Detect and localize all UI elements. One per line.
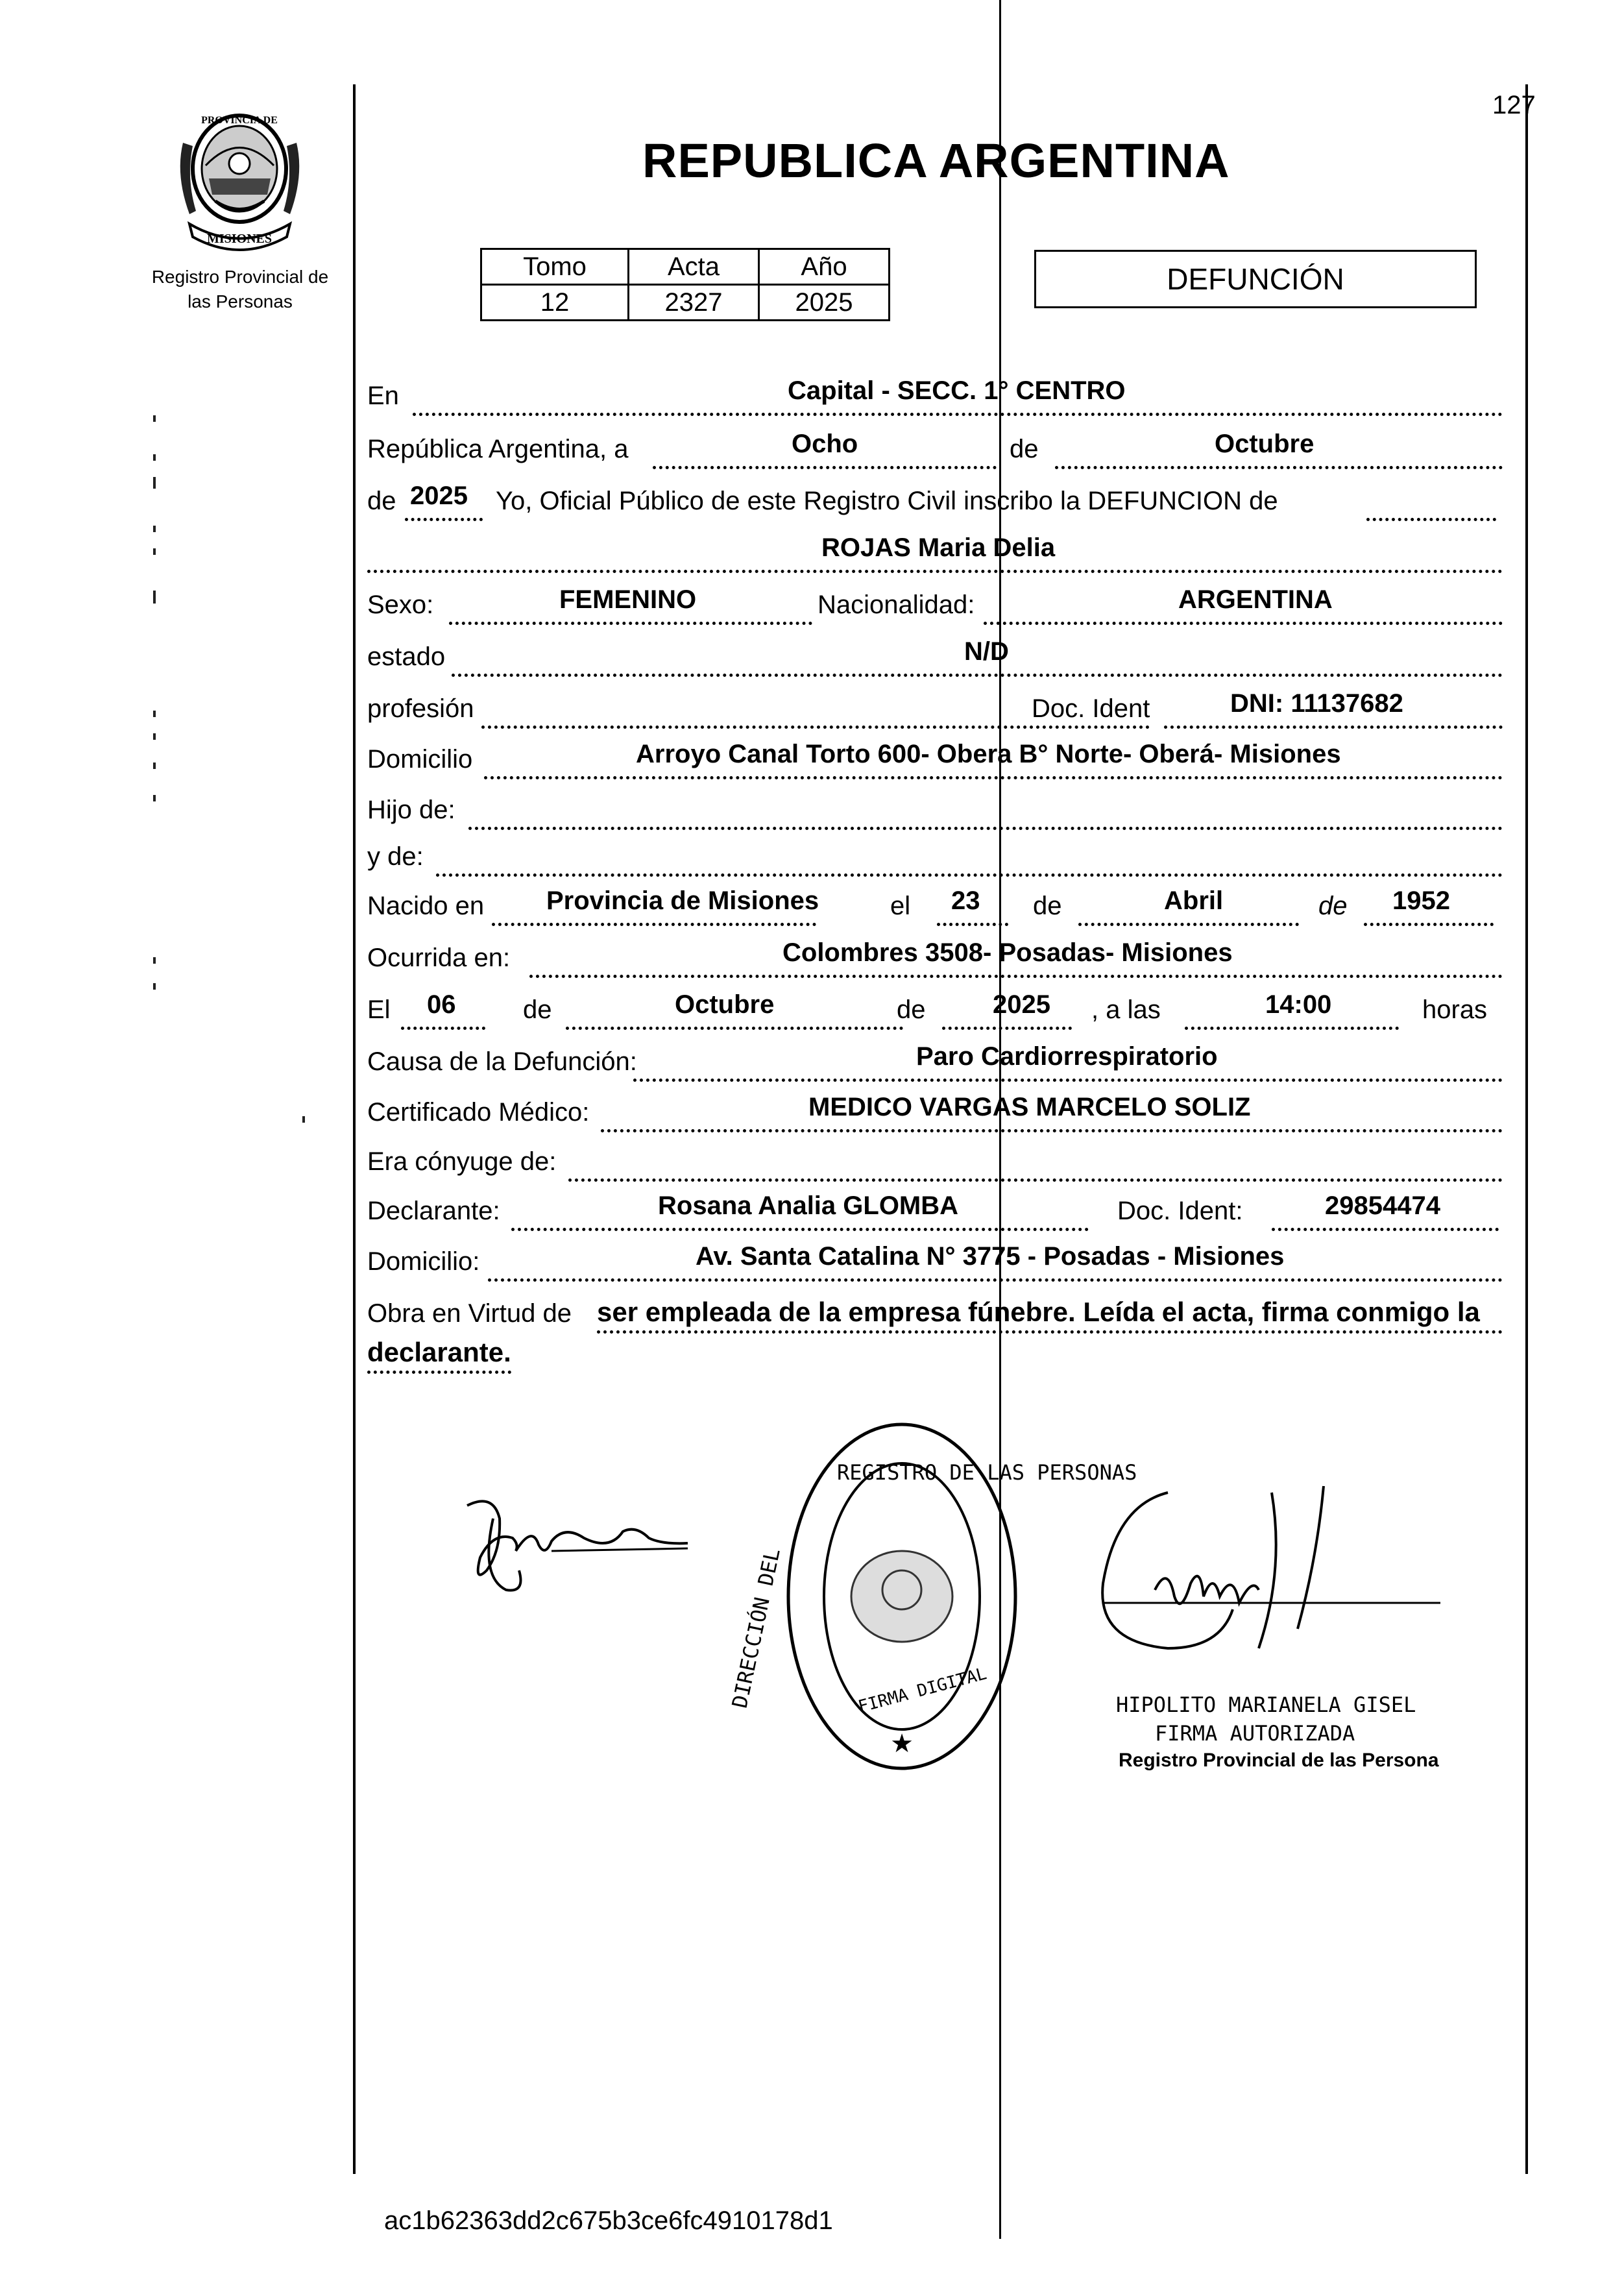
declarant-signature	[454, 1480, 701, 1609]
value-domicilio-2: Av. Santa Catalina N° 3775 - Posadas - Misiones	[696, 1242, 1285, 1271]
right-margin-line	[1525, 84, 1528, 2174]
label-doc-ident: Doc. Ident	[1032, 694, 1150, 723]
value-domicilio: Arroyo Canal Torto 600- Obera B° Norte- Oberá- Misiones	[636, 740, 1341, 768]
value-day-word: Ocho	[792, 430, 858, 458]
tomo-value: 12	[481, 285, 629, 321]
label-hijo: Hijo de:	[367, 796, 455, 824]
seal-left-text: DIRECCIÓN DEL	[727, 1546, 785, 1711]
anio-value: 2025	[759, 285, 890, 321]
value-doc-ident-2: 29854474	[1325, 1191, 1440, 1220]
label-obra: Obra en Virtud de	[367, 1299, 572, 1328]
row-fecha-defuncion	[367, 990, 1503, 1036]
emblem-top-text: PROVINCIA DE	[201, 115, 278, 126]
margin-mark	[153, 957, 156, 964]
row-domicilio-2	[367, 1242, 1503, 1288]
label-nacido: Nacido en	[367, 892, 485, 920]
label-certificado: Certificado Médico:	[367, 1098, 590, 1127]
margin-mark	[302, 1116, 305, 1123]
row-declarante	[367, 1191, 1503, 1237]
margin-mark	[153, 548, 156, 555]
value-nacido-place: Provincia de Misiones	[546, 886, 819, 915]
label-en: En	[367, 382, 399, 410]
record-type: DEFUNCIÓN	[1167, 262, 1344, 296]
row-certificado	[367, 1093, 1503, 1138]
row-sexo	[367, 585, 1503, 631]
label-de3: de	[1033, 892, 1062, 920]
official-signature	[1077, 1480, 1466, 1687]
row-profesion	[367, 689, 1503, 735]
value-death-year: 2025	[993, 990, 1050, 1019]
registry-label: Registro Provincial de las Personas	[151, 267, 329, 311]
row-fecha	[367, 430, 1503, 475]
value-obra-line1: ser empleada de la empresa fúnebre. Leída el acta, firma conmigo la	[597, 1297, 1480, 1327]
value-obra-line2: declarante.	[367, 1337, 511, 1367]
row-hijo	[367, 790, 1503, 836]
value-month-word: Octubre	[1215, 430, 1315, 458]
margin-mark	[153, 415, 156, 422]
row-causa	[367, 1042, 1503, 1088]
row-obra	[367, 1294, 1503, 1367]
signatory-office: Registro Provincial de las Persona	[1119, 1750, 1439, 1771]
row-nacido	[367, 886, 1503, 932]
margin-mark	[153, 711, 156, 717]
value-year: 2025	[410, 482, 468, 510]
row-en	[367, 376, 1503, 422]
margin-mark	[153, 983, 156, 990]
label-de2: de	[367, 487, 396, 515]
value-sexo: FEMENINO	[559, 585, 697, 614]
page-number: 127	[1492, 91, 1536, 119]
value-causa: Paro Cardiorrespiratorio	[916, 1042, 1218, 1071]
value-death-time: 14:00	[1265, 990, 1332, 1019]
signatory-name: HIPOLITO MARIANELA GISEL	[1116, 1692, 1416, 1717]
margin-mark	[153, 591, 156, 604]
value-death-day: 06	[427, 990, 456, 1019]
label-nacionalidad: Nacionalidad:	[818, 591, 975, 619]
label-estado: estado	[367, 642, 446, 671]
label-de4: de	[1318, 892, 1348, 920]
emblem-bottom-text: MISIONES	[206, 232, 273, 246]
coat-of-arms-logo	[170, 104, 309, 253]
anio-header: Año	[759, 249, 890, 285]
deceased-name: ROJAS Maria Delia	[821, 533, 1056, 562]
label-domicilio: Domicilio	[367, 745, 473, 774]
margin-mark	[153, 477, 156, 489]
value-nacionalidad: ARGENTINA	[1178, 585, 1333, 614]
row-conyuge	[367, 1142, 1503, 1188]
label-declarante: Declarante:	[367, 1197, 500, 1225]
value-declarante: Rosana Analia GLOMBA	[658, 1191, 959, 1220]
acta-value: 2327	[629, 285, 759, 321]
label-conyuge: Era cónyuge de:	[367, 1147, 557, 1176]
label-horas: horas	[1422, 995, 1488, 1024]
label-de5: de	[523, 995, 552, 1024]
row-y-de	[367, 837, 1503, 883]
label-a-las: , a las	[1091, 995, 1161, 1024]
row-domicilio	[367, 740, 1503, 785]
label-profesion: profesión	[367, 694, 474, 723]
document-hash: ac1b62363dd2c675b3ce6fc4910178d1	[384, 2206, 833, 2235]
value-estado: N/D	[964, 637, 1009, 666]
label-sexo: Sexo:	[367, 591, 434, 619]
label-de6: de	[897, 995, 926, 1024]
acta-header: Acta	[629, 249, 759, 285]
value-certificado: MEDICO VARGAS MARCELO SOLIZ	[808, 1093, 1251, 1121]
left-margin-line	[353, 84, 356, 2174]
official-text: Yo, Oficial Público de este Registro Civil inscribo la DEFUNCION de	[496, 487, 1278, 515]
margin-mark	[153, 763, 156, 769]
label-doc-ident-2: Doc. Ident:	[1117, 1197, 1243, 1225]
label-domicilio-2: Domicilio:	[367, 1247, 480, 1276]
value-birth-year: 1952	[1392, 886, 1450, 915]
value-birth-month: Abril	[1164, 886, 1224, 915]
value-en: Capital - SECC. 1° CENTRO	[788, 376, 1126, 405]
label-republica: República Argentina, a	[367, 435, 629, 463]
row-deceased	[367, 533, 1503, 579]
value-death-month: Octubre	[675, 990, 775, 1019]
tomo-header: Tomo	[481, 249, 629, 285]
reference-table	[480, 248, 890, 321]
record-type-box	[1034, 250, 1477, 308]
svg-text:★: ★	[890, 1729, 914, 1758]
label-causa: Causa de la Defunción:	[367, 1047, 637, 1076]
signatory-role: FIRMA AUTORIZADA	[1155, 1721, 1355, 1746]
seal-top-text: REGISTRO DE LAS PERSONAS	[837, 1460, 1137, 1485]
row-ocurrida	[367, 938, 1503, 984]
label-ocurrida: Ocurrida en:	[367, 944, 511, 972]
country-title: REPUBLICA ARGENTINA	[642, 134, 1230, 188]
label-de1: de	[1010, 435, 1039, 463]
margin-mark	[153, 795, 156, 801]
label-y-de: y de:	[367, 842, 424, 871]
value-doc-ident: DNI: 11137682	[1230, 689, 1403, 718]
row-oficial	[367, 482, 1503, 527]
margin-mark	[153, 733, 156, 740]
margin-mark	[153, 526, 156, 532]
label-el2: El	[367, 995, 391, 1024]
value-birth-day: 23	[951, 886, 980, 915]
row-estado	[367, 637, 1503, 683]
label-el: el	[890, 892, 911, 920]
value-ocurrida: Colombres 3508- Posadas- Misiones	[782, 938, 1233, 967]
seal-inner-text: FIRMA DIGITAL	[856, 1664, 989, 1717]
margin-mark	[153, 454, 156, 461]
